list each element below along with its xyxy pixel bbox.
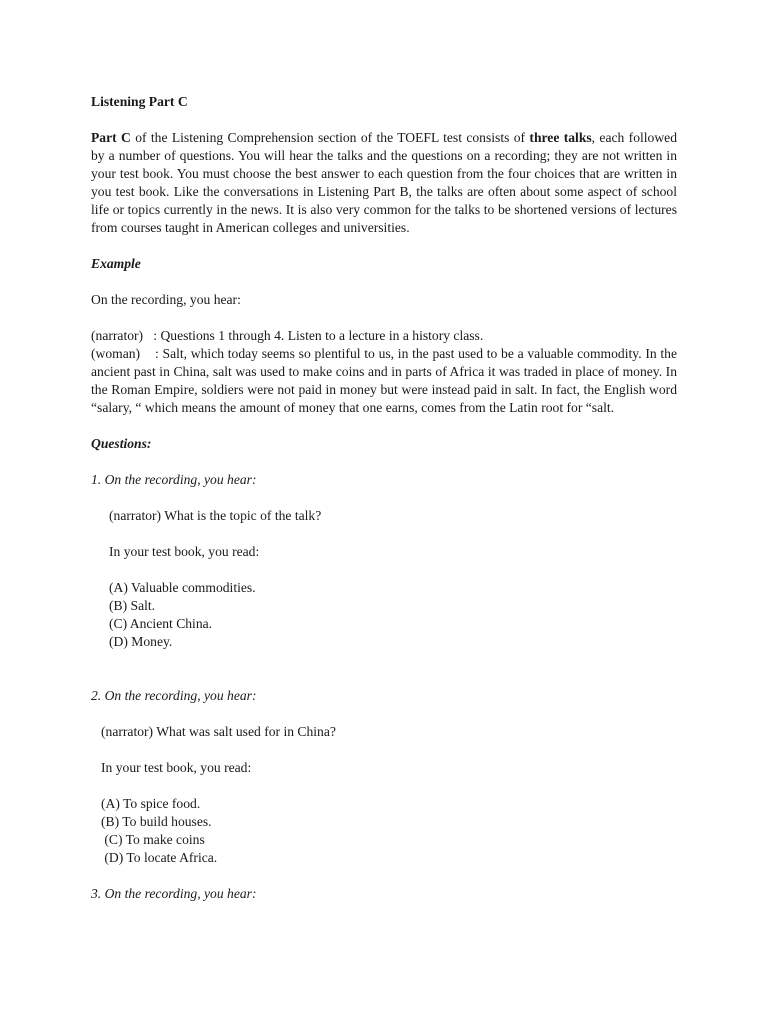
dialog-text: : Questions 1 through 4. Listen to a lecture in a history class. <box>153 328 484 343</box>
dialog-line-narrator <box>91 327 677 345</box>
answer-option-c: (C) Ancient China. <box>109 616 213 631</box>
answer-option-c: (C) To make coins <box>101 832 205 847</box>
question-header: 2. On the recording, you hear: <box>91 688 257 703</box>
question-read-label: In your test book, you read: <box>101 760 252 775</box>
dialog-line-woman <box>91 345 677 417</box>
question-block-2 <box>91 687 677 867</box>
dialog-speaker: (woman) <box>91 346 156 361</box>
question-block-3 <box>91 885 677 903</box>
answer-option-b: (B) To build houses. <box>101 814 212 829</box>
question-narrator: (narrator) What is the topic of the talk? <box>109 508 322 523</box>
recording-intro: On the recording, you hear: <box>91 292 241 307</box>
document-page <box>91 93 677 903</box>
question-header: 3. On the recording, you hear: <box>91 886 257 901</box>
answer-option-a: (A) Valuable commodities. <box>109 580 256 595</box>
question-header: 1. On the recording, you hear: <box>91 472 257 487</box>
dialog-speaker: (narrator) <box>91 328 154 343</box>
question-block-1 <box>91 471 677 651</box>
page-title: Listening Part C <box>91 94 188 109</box>
question-read-label: In your test book, you read: <box>109 544 260 559</box>
intro-text-1: of the Listening Comprehension section of the TOEFL test consists of <box>130 130 530 145</box>
intro-text-2: , each followed by a number of questions. You will hear the talks and the questions on a recording; they are not written in your test book. You must choose the best answer to each question from the four choices that are written in you test book. Like the conversations in Listening Part B, the talks are often about some aspect of school life or topics currently in the news. It is also very common for the talks to be shortened versions of lectures from courses taught in American colleges and universities. <box>91 130 677 235</box>
intro-paragraph <box>91 129 677 237</box>
answer-option-a: (A) To spice food. <box>101 796 201 811</box>
answer-option-b: (B) Salt. <box>109 598 156 613</box>
answer-option-d: (D) Money. <box>109 634 173 649</box>
answer-option-d: (D) To locate Africa. <box>101 850 218 865</box>
intro-bold-phrase: three talks <box>529 130 592 145</box>
dialog-text: : Salt, which today seems so plentiful to us, in the past used to be a valuable commodity. In the ancient past in China, salt was used to make coins and in parts of Africa it was traded in place of money. In the Roman Empire, soldiers were not paid in money but were instead paid in salt. In fact, the English word “salary, “ which means the amount of money that one earns, comes from the Latin root for “salt. <box>91 346 677 415</box>
intro-lead: Part C <box>91 130 131 145</box>
questions-heading: Questions: <box>91 436 152 451</box>
dialog-text-with-speaker <box>91 345 677 417</box>
example-heading: Example <box>91 256 141 271</box>
question-narrator: (narrator) What was salt used for in China? <box>101 724 336 739</box>
